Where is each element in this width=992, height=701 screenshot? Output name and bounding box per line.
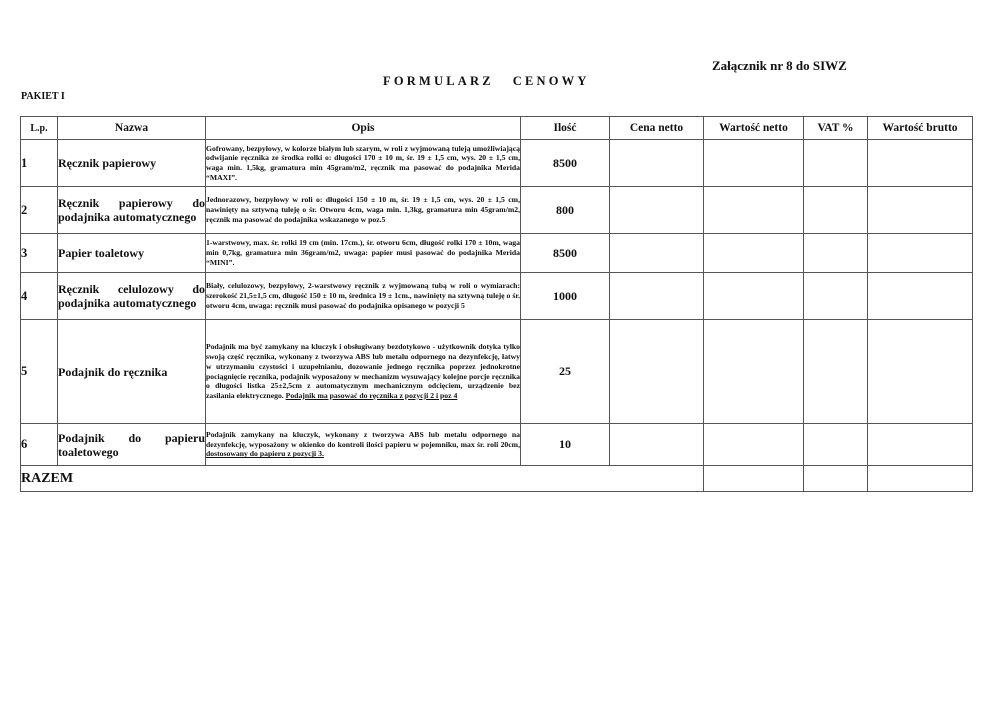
column-header-gross-value: Wartość brutto <box>868 117 973 140</box>
gross-value-cell[interactable] <box>868 424 973 466</box>
row-number: 2 <box>21 187 58 234</box>
item-description <box>206 424 521 466</box>
net-price-cell[interactable] <box>610 234 704 273</box>
column-header-vat: VAT % <box>804 117 868 140</box>
column-header-description: Opis <box>206 117 521 140</box>
net-value-cell[interactable] <box>704 320 804 424</box>
vat-cell[interactable] <box>804 273 868 320</box>
row-number: 1 <box>21 140 58 187</box>
net-value-cell[interactable] <box>704 424 804 466</box>
net-price-cell[interactable] <box>610 187 704 234</box>
gross-value-cell[interactable] <box>868 320 973 424</box>
table-row <box>21 140 973 187</box>
row-number: 5 <box>21 320 58 424</box>
net-value-cell[interactable] <box>704 273 804 320</box>
net-price-cell[interactable] <box>610 140 704 187</box>
table-row <box>21 273 973 320</box>
vat-cell[interactable] <box>804 187 868 234</box>
total-row <box>21 466 973 492</box>
vat-cell[interactable] <box>804 424 868 466</box>
row-number: 4 <box>21 273 58 320</box>
table-header-row <box>21 117 973 140</box>
description-underlined-note: Podajnik ma pasować do ręcznika z pozycji 2 i poz 4 <box>285 390 458 400</box>
column-header-quantity: Ilość <box>521 117 610 140</box>
item-description <box>206 140 521 187</box>
gross-value-cell[interactable] <box>868 273 973 320</box>
gross-value-cell[interactable] <box>868 140 973 187</box>
item-description <box>206 234 521 273</box>
description-text: Biały, celulozowy, bezpyłowy, 2-warstwowy ręcznik z wyjmowaną tubą w roli o wymiarach: szerokość 21,5±1,5 cm, długość 150 ± 10 m, średnica 19 ± 1cm., nawinięty na sztywną tuleję o śr. otworu 4cm, uwaga: ręcznik musi pasować do podajnika opisanego w pozycji 5 <box>206 281 520 310</box>
price-table <box>20 116 973 492</box>
item-description <box>206 273 521 320</box>
total-gross-value-cell[interactable] <box>868 466 973 492</box>
row-number: 3 <box>21 234 58 273</box>
row-number: 6 <box>21 424 58 466</box>
gross-value-cell[interactable] <box>868 234 973 273</box>
item-quantity: 25 <box>521 320 610 424</box>
item-description <box>206 187 521 234</box>
item-name: Podajnik do ręcznika <box>58 320 206 424</box>
item-quantity: 1000 <box>521 273 610 320</box>
table-row <box>21 320 973 424</box>
column-header-net-price: Cena netto <box>610 117 704 140</box>
item-quantity: 8500 <box>521 140 610 187</box>
column-header-net-value: Wartość netto <box>704 117 804 140</box>
description-underlined-note: dostosowany do papieru z pozycji 3. <box>206 449 324 459</box>
description-text: Gofrowany, bezpyłowy, w kolorze białym lub szarym, w roli z wyjmowaną tuleją umożliwiającą odwijanie ręcznika ze środka rolki o: długości 170 ± 10 m, śr. 19 ± 1,5 cm, wys. 20 ± 1,5 cm, waga min. 1,5kg, gramatura min 45gram/m2, ręcznik ma pasować do podajnika Merida “MAXI”. <box>206 143 520 182</box>
net-value-cell[interactable] <box>704 140 804 187</box>
vat-cell[interactable] <box>804 234 868 273</box>
table-row <box>21 187 973 234</box>
item-description <box>206 320 521 424</box>
item-name: Papier toaletowy <box>58 234 206 273</box>
item-name: Ręcznik papierowy <box>58 140 206 187</box>
item-name: Ręcznik papierowy do podajnika automatycznego <box>58 187 206 234</box>
net-price-cell[interactable] <box>610 424 704 466</box>
description-text: Jednorazowy, bezpyłowy w roli o: długości 150 ± 10 m, śr. 19 ± 1,5 cm, wys. 20 ± 1,5 cm, nawinięty na sztywną tuleję o śr. Otworu 4cm, waga min. 1,3kg, gramatura min 45gram/m2, ręcznik ma pasować do podajnika wskazanego w poz.5 <box>206 195 520 224</box>
item-name: Podajnik do papieru toaletowego <box>58 424 206 466</box>
total-label: RAZEM <box>21 466 704 492</box>
item-name: Ręcznik celulozowy do podajnika automatycznego <box>58 273 206 320</box>
column-header-lp: L.p. <box>21 117 58 140</box>
vat-cell[interactable] <box>804 140 868 187</box>
item-quantity: 800 <box>521 187 610 234</box>
item-quantity: 8500 <box>521 234 610 273</box>
package-label: PAKIET I <box>21 91 65 102</box>
vat-cell[interactable] <box>804 320 868 424</box>
column-header-name: Nazwa <box>58 117 206 140</box>
form-title: FORMULARZ CENOWY <box>383 74 590 88</box>
table-row <box>21 424 973 466</box>
net-value-cell[interactable] <box>704 234 804 273</box>
description-text: Podajnik ma być zamykany na kluczyk i obsługiwany bezdotykowo - użytkownik dotyka tylko swoją część ręcznika, wykonany z tworzywa ABS lub metalu odpornego na dezynfekcję, łatwy w utrzymaniu czystości i uzupełnianiu, dozowanie jednego ręcznika poprzez jednokrotne pociągnięcie ręcznika, podajnik wyposażony w mechanizm wysuwający kolejne porcje ręcznika o długości listka 25±2,5cm z automatycznym mechanicznym odcięciem, urządzenie bez zasilania elektrycznego. <box>206 342 520 400</box>
table-row <box>21 234 973 273</box>
total-vat-cell[interactable] <box>804 466 868 492</box>
total-net-value-cell[interactable] <box>704 466 804 492</box>
description-text: Podajnik zamykany na kluczyk, wykonany z tworzywa ABS lub metalu odpornego na dezynfekcję, wyposażony w okienko do kontroli ilości papieru w pojemniku, max śr. roli 20cm, <box>206 429 520 449</box>
description-text: 1-warstwowy, max. śr. rolki 19 cm (min. 17cm.), śr. otworu 6cm, długość rolki 170 ± 10m, waga min 0,7kg, gramatura min 36gram/m2, uwaga: papier musi pasować do podajnika Merida “MINI”. <box>206 238 520 267</box>
item-quantity: 10 <box>521 424 610 466</box>
net-value-cell[interactable] <box>704 187 804 234</box>
net-price-cell[interactable] <box>610 273 704 320</box>
gross-value-cell[interactable] <box>868 187 973 234</box>
attachment-label: Załącznik nr 8 do SIWZ <box>712 58 847 73</box>
net-price-cell[interactable] <box>610 320 704 424</box>
